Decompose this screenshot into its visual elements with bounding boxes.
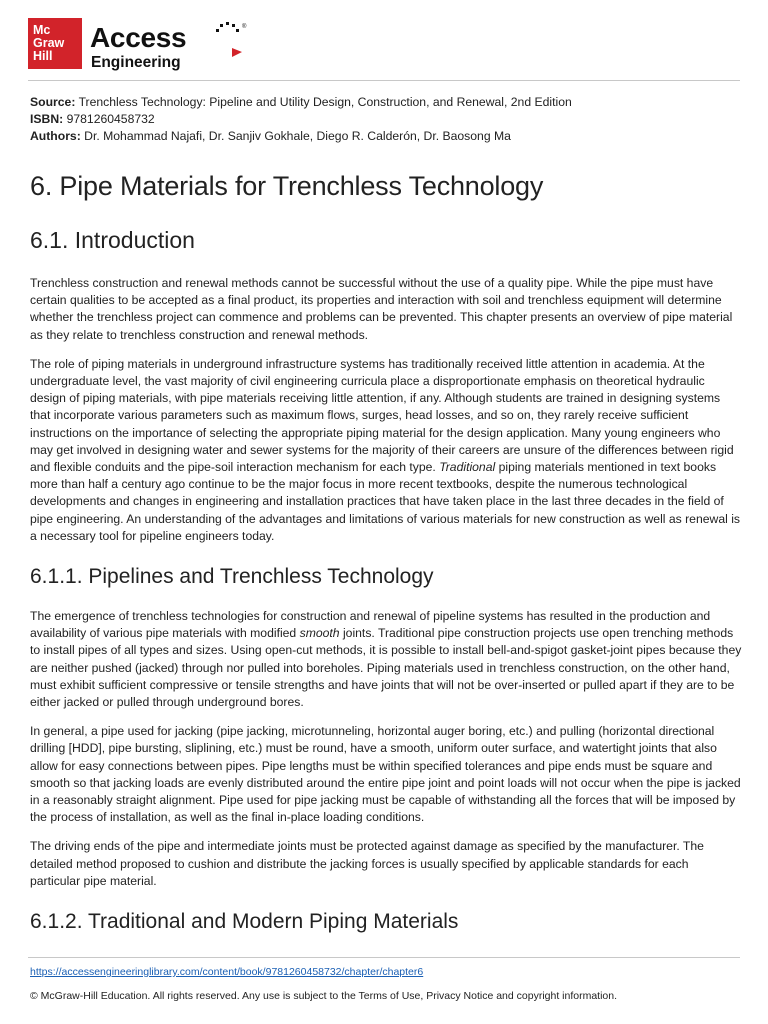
intro-p2-part-b: piping materials mentioned in text books more than half a century ago continue to be the major focus in more recent textbooks, despite the numerous technological developments and changes in engineering and installation practices that have taken place in the last three decades in the field of pipe engineering. An understanding of the advantages and limitations of various materials for new construction as well as renewal is a necessary tool for pipeline engineers today. [30,460,740,543]
mcgraw-hill-logo[interactable] [28,18,82,69]
copyright-notice: © McGraw-Hill Education. All rights reserved. Any use is subject to the Terms of Use, Privacy Notice and copyright information. [30,990,618,1002]
source-metadata [30,94,742,145]
access-engineering-logo[interactable] [90,22,260,74]
source-label: Source: [30,95,76,109]
logo-line-2: Graw [33,36,65,50]
logo-line-3: Hill [33,49,53,63]
sub1-p1-part-a: The emergence of trenchless technologies for construction and renewal of pipeline systems has resulted in the production and availability of various pipe materials with modified [30,609,711,641]
authors-line [30,128,742,145]
intro-paragraph-1: Trenchless construction and renewal methods cannot be successful without the use of a quality pipe. While the pipe must have certain qualities to be accepted as a final product, its properties and interaction with soil and trenchless equipment will determine whether the trenchless project can commence and problems can be prevented. This chapter presents an overview of pipe material as they relate to trenchless construction and renewal methods. [30,276,733,342]
page-header [28,18,740,80]
logo-line-1: Mc [33,23,51,37]
header-divider [28,80,740,81]
subsection-1-paragraph-2: In general, a pipe used for jacking (pipe jacking, microtunneling, horizontal auger boring, etc.) and pulling (horizontal directional drilling [HDD], pipe bursting, sliplining, etc.) must be round, have a smooth, uniform outer surface, and watertight joints that also allow for easy connections between pipes. Pipe lengths must be within specified tolerances and pipe ends must be square and smooth so that jacking loads are evenly distributed around the entire pipe joint and point loads will not occur when the pipe is jacked in a reasonably straight alignment. Pipe used for pipe jacking must be capable of withstanding all the forces that will be imposed by the process of installation, as well as the final in-place loading conditions. [30,724,741,825]
svg-text:®: ® [242,24,247,30]
article-body [30,168,742,936]
subsection-1-paragraph-1 [30,608,742,711]
logo-gear-arrow-icon [200,16,250,66]
subsection-1-paragraph-3: The driving ends of the pipe and intermediate joints must be protected against damage as specified by the manufacturer. The detailed method proposed to cushion and distribute the jacking forces is usually specified by applicable standards for each particular pipe material. [30,839,704,888]
subsection-title-2: 6.1.2. Traditional and Modern Piping Materials [30,910,459,934]
intro-p2-part-a: The role of piping materials in underground infrastructure systems has traditionally received little attention in academia. At the undergraduate level, the vast majority of civil engineering curricula place a disproportionate emphasis on theoretical hydraulic design of piping materials, with pipe materials receiving little attention, if any. Although students are trained in designing systems that incorporate various parameters such as maximum flows, surges, head losses, and so on, they rarely receive sufficient instructions on the importance of selecting the appropriate piping material for the design application. Many young engineers who may get involved in designing water and sewer systems for the majority of their careers are unsure of the differences between rigid and flexible conduits and the pipe-soil interaction mechanism for each type. [30,356,734,475]
source-line [30,94,742,111]
authors-label: Authors: [30,129,81,143]
sub1-p1-emphasis: smooth [299,626,340,641]
intro-p2-emphasis: Traditional [439,460,496,475]
isbn-label: ISBN: [30,112,64,126]
subsection-title-1: 6.1.1. Pipelines and Trenchless Technology [30,565,434,589]
footer-divider [28,957,740,958]
intro-paragraph-2 [30,356,742,545]
isbn-value: 9781260458732 [66,112,155,126]
source-value: Trenchless Technology: Pipeline and Utility Design, Construction, and Renewal, 2nd Edition [78,95,572,109]
sub1-p1-part-b: joints. Traditional pipe construction projects use open trenching methods to install pipes of all types and sizes. Using open-cut methods, it is possible to install bell-and-spigot gasket-joint pipes because they are neither pushed (jacked) through nor pulled into boreholes. Piping materials used in trenchless construction, on the other hand, must exhibit sufficient compressive or tensile strengths and have joints that will not be over-inserted or pulled apart if they are to be either jacked or pulled through underground bores. [30,626,742,710]
chapter-url-link[interactable]: https://accessengineeringlibrary.com/content/book/9781260458732/chapter/chapter6 [30,966,424,978]
section-title: 6.1. Introduction [30,227,195,253]
chapter-title: 6. Pipe Materials for Trenchless Technology [30,171,544,201]
logo-access-text: Access [90,22,187,53]
isbn-line [30,111,742,128]
authors-value: Dr. Mohammad Najafi, Dr. Sanjiv Gokhale, Diego R. Calderón, Dr. Baosong Ma [84,129,511,143]
logo-engineering-text: Engineering [91,54,181,71]
